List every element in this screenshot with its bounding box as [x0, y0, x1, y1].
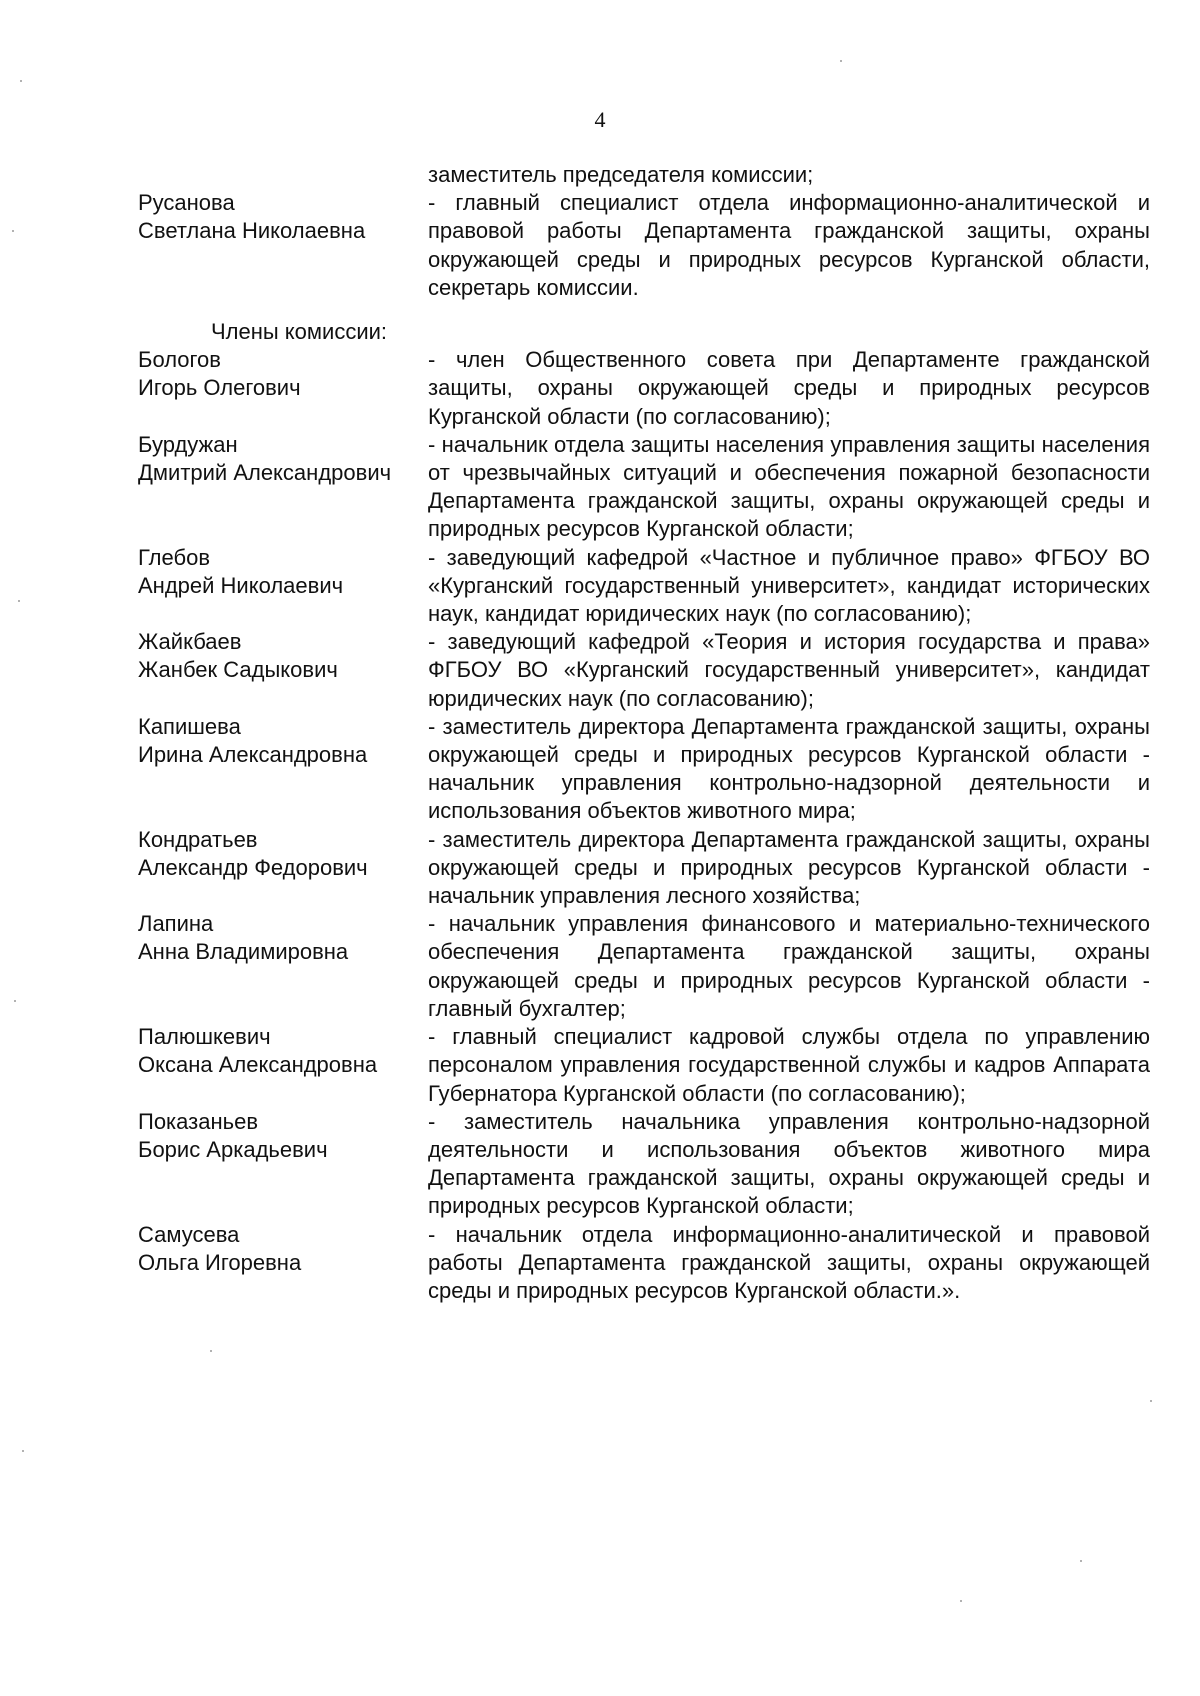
- scan-speck: [210, 1350, 212, 1352]
- scan-speck: [840, 60, 842, 62]
- member-role: - член Общественного совета при Департаменте гражданской защиты, охраны окружающей среды и природных ресурсов Курганской области (по согласованию);: [428, 347, 1150, 429]
- scan-speck: [1150, 1400, 1152, 1402]
- member-row: [138, 826, 1150, 911]
- commission-composition: [138, 161, 1150, 1305]
- chair-continuation-row: [138, 161, 1150, 189]
- member-row: [138, 1108, 1150, 1221]
- scan-speck: [12, 230, 14, 232]
- scan-speck: [1080, 1560, 1082, 1562]
- member-given-name: Александр Федорович: [138, 854, 368, 880]
- member-name: [138, 910, 428, 966]
- member-name: [138, 1108, 428, 1164]
- member-surname: Кондратьев: [138, 826, 258, 852]
- member-role: - главный специалист кадровой службы отдела по управлению персоналом управления государственной службы и кадров Аппарата Губернатора Курганской области (по согласованию);: [428, 1024, 1150, 1106]
- members-heading-row: [138, 318, 1150, 346]
- scan-speck: [960, 1600, 962, 1602]
- member-surname: Капишева: [138, 713, 241, 739]
- scan-speck: [14, 1000, 16, 1002]
- member-given-name: Ольга Игоревна: [138, 1249, 302, 1275]
- member-name: [138, 189, 428, 245]
- member-role: - начальник отдела информационно-аналитической и правовой работы Департамента гражданской защиты, охраны окружающей среды и природных ресурсов Курганской области.».: [428, 1221, 1150, 1303]
- member-role: - заместитель директора Департамента гражданской защиты, охраны окружающей среды и природных ресурсов Курганской области - начальник управления контрольно-надзорной деятельности и использования объектов животного мира;: [428, 713, 1150, 824]
- member-row: [138, 544, 1150, 629]
- secretary-row: [138, 189, 1150, 302]
- member-surname: Бологов: [138, 347, 221, 373]
- scan-speck: [22, 1450, 24, 1452]
- member-row: [138, 1221, 1150, 1306]
- chair-continuation-text: заместитель председателя комиссии;: [428, 162, 814, 187]
- member-surname: Глебов: [138, 544, 211, 570]
- scan-speck: [20, 80, 22, 82]
- member-role: - главный специалист отдела информационно-аналитической и правовой работы Департамента гражданской защиты, охраны окружающей среды и природных ресурсов Курганской области, секретарь комиссии.: [428, 190, 1150, 300]
- member-given-name: Борис Аркадьевич: [138, 1136, 328, 1162]
- member-row: [138, 1023, 1150, 1108]
- member-role: - заведующий кафедрой «Частное и публичное право» ФГБОУ ВО «Курганский государственный университет», кандидат исторических наук, кандидат юридических наук (по согласованию);: [428, 544, 1150, 627]
- scan-speck: [18, 600, 20, 602]
- member-name: [138, 1221, 428, 1277]
- members-heading: Члены комиссии:: [211, 319, 388, 345]
- page-number: 4: [594, 107, 606, 132]
- member-row: [138, 346, 1150, 431]
- member-name: [138, 713, 428, 769]
- member-surname: Лапина: [138, 911, 214, 937]
- member-role: - заместитель директора Департамента гражданской защиты, охраны окружающей среды и природных ресурсов Курганской области - начальник управления лесного хозяйства;: [428, 826, 1150, 909]
- member-given-name: Дмитрий Александрович: [138, 460, 392, 486]
- member-surname: Жайкбаев: [138, 629, 242, 655]
- member-surname: Показаньев: [138, 1108, 259, 1134]
- member-surname: Палюшкевич: [138, 1024, 271, 1050]
- member-given-name: Андрей Николаевич: [138, 572, 344, 598]
- member-row: [138, 628, 1150, 713]
- member-surname: Бурдужан: [138, 431, 238, 457]
- member-name: [138, 431, 428, 487]
- member-name: [138, 628, 428, 684]
- member-surname: Русанова: [138, 190, 235, 216]
- member-role: - начальник отдела защиты населения управления защиты населения от чрезвычайных ситуаций и обеспечения пожарной безопасности Департамента гражданской защиты, охраны окружающей среды и природных ресурсов Курганской области;: [428, 431, 1150, 542]
- member-row: [138, 910, 1150, 1023]
- member-surname: Самусева: [138, 1221, 240, 1247]
- member-name: [138, 346, 428, 402]
- member-name: [138, 1023, 428, 1079]
- member-given-name: Анна Владимировна: [138, 939, 349, 965]
- member-given-name: Игорь Олегович: [138, 375, 301, 401]
- member-name: [138, 826, 428, 882]
- member-role: - начальник управления финансового и материально-технического обеспечения Департамента гражданской защиты, охраны окружающей среды и природных ресурсов Курганской области - главный бухгалтер;: [428, 911, 1150, 1021]
- member-row: [138, 713, 1150, 826]
- member-given-name: Ирина Александровна: [138, 742, 368, 768]
- member-role: - заведующий кафедрой «Теория и история государства и права» ФГБОУ ВО «Курганский государственный университет», кандидат юридических наук (по согласованию);: [428, 629, 1150, 711]
- member-row: [138, 431, 1150, 544]
- member-given-name: Оксана Александровна: [138, 1052, 378, 1078]
- member-given-name: Жанбек Садыкович: [138, 657, 338, 683]
- member-name: [138, 544, 428, 600]
- member-role: - заместитель начальника управления контрольно-надзорной деятельности и использования объектов животного мира Департамента гражданской защиты, охраны окружающей среды и природных ресурсов Курганской области;: [428, 1108, 1150, 1219]
- member-given-name: Светлана Николаевна: [138, 218, 366, 244]
